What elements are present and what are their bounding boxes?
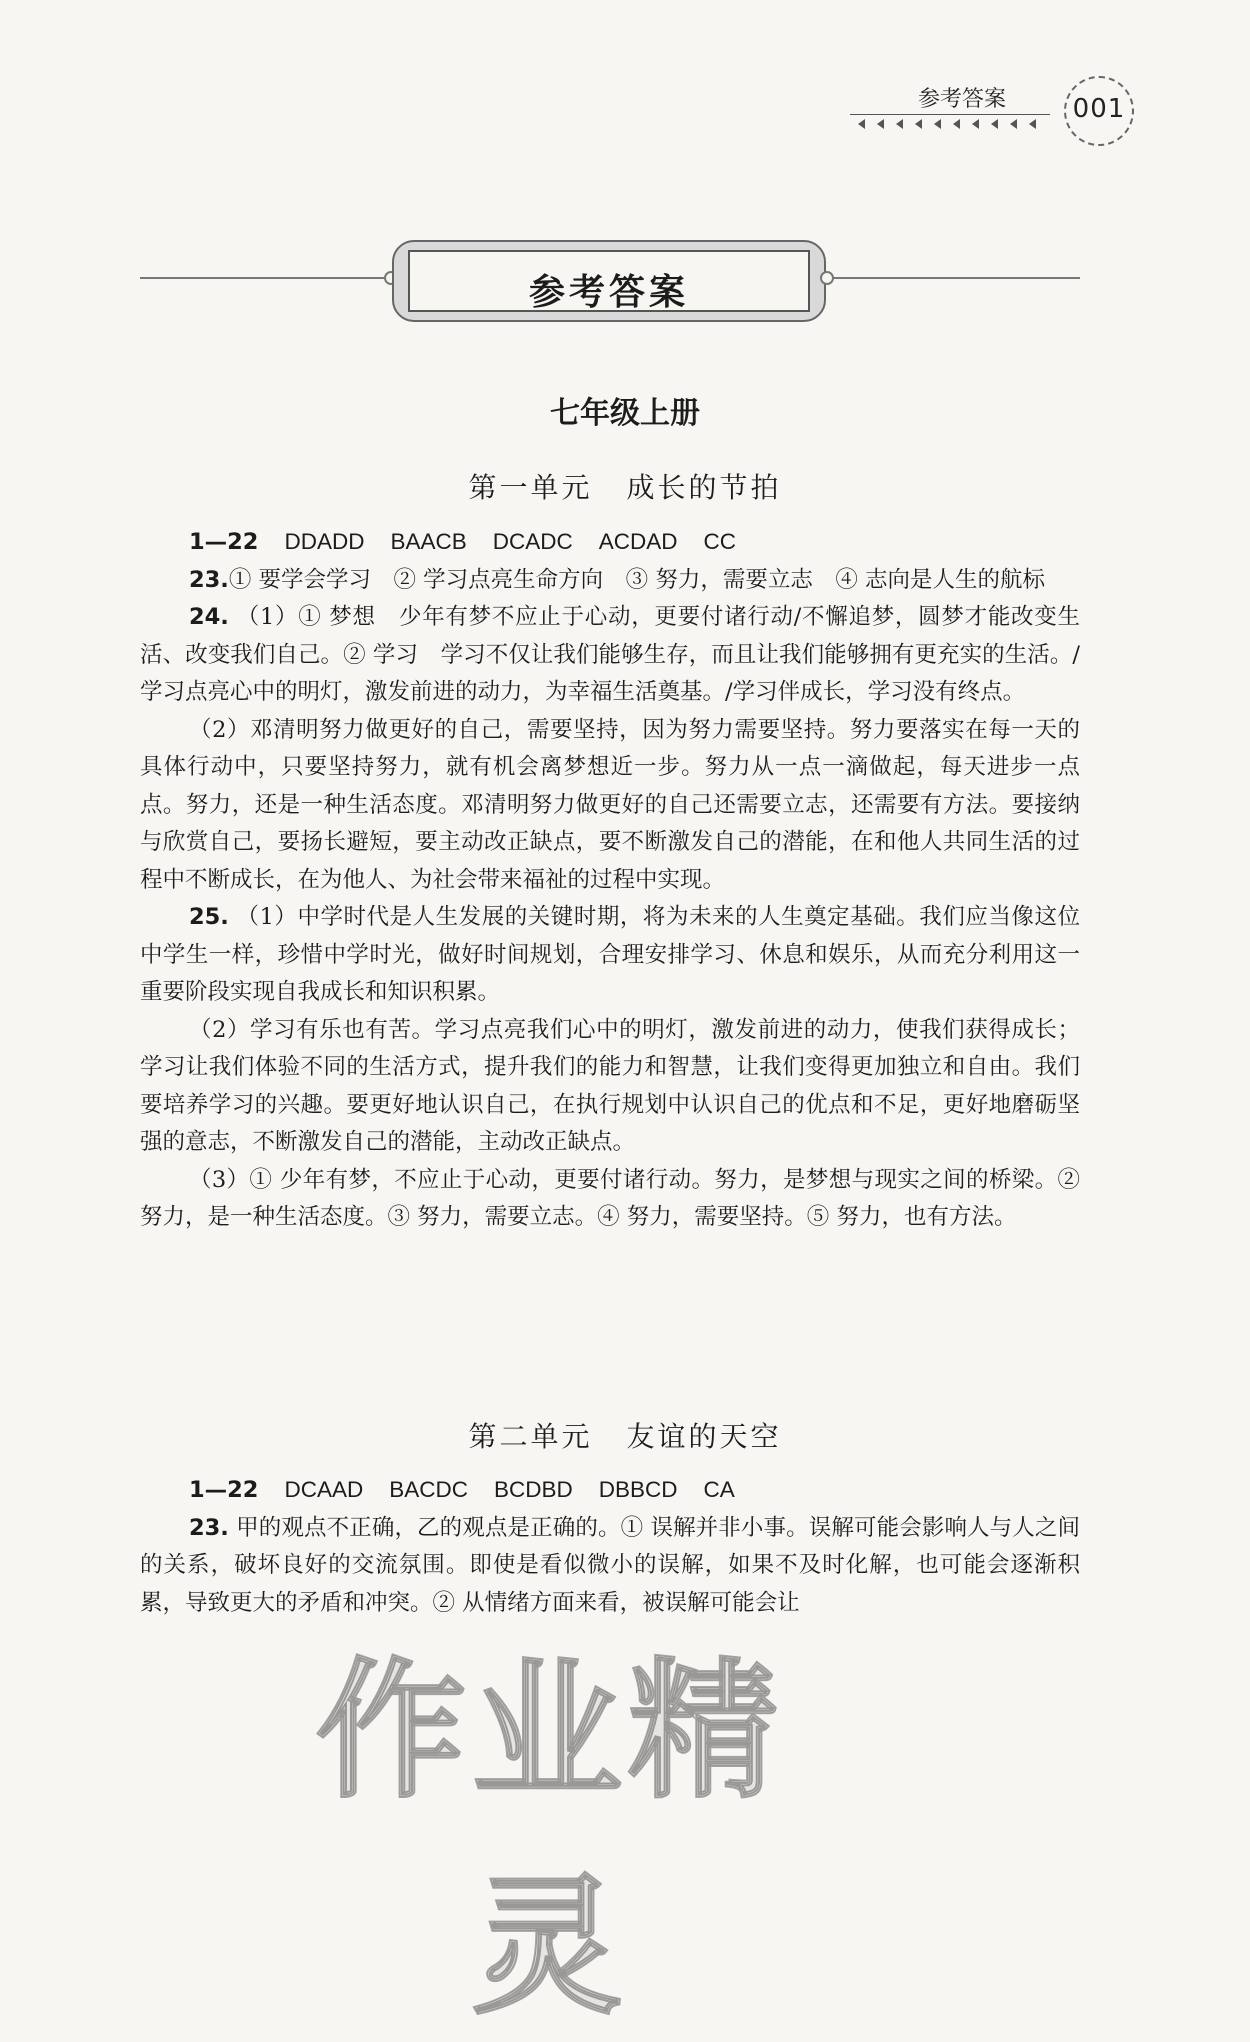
unit-number: 第二单元 <box>468 1420 593 1453</box>
answer-paragraph <box>140 1510 1080 1623</box>
unit-title <box>0 1415 1250 1455</box>
unit-name: 友谊的天空 <box>626 1420 782 1453</box>
page-number: 001 <box>1072 94 1126 124</box>
unit-content <box>140 523 1080 1237</box>
banner-plate <box>408 250 810 312</box>
answer-group: DBBCD <box>598 1477 678 1502</box>
answer-text: ① 要学会学习 ② 学习点亮生命方向 ③ 努力，需要立志 ④ 志向是人生的航标 <box>228 566 1045 593</box>
answer-group: BACDC <box>389 1477 468 1502</box>
answer-text: （2）邓清明努力做更好的自己，需要坚持，因为努力需要坚持。努力要落实在每一天的具体行动中，只要坚持努力，就有机会离梦想近一步。努力从一点一滴做起，每天进步一点点。努力，还是一种生活态度。邓清明努力做更好的自己还需要立志，还需要有方法。要接纳与欣赏自己，要扬长避短，要主动改正缺点，要不断激发自己的潜能，在和他人共同生活的过程中不断成长，在为他人、为社会带来福祉的过程中实现。 <box>140 716 1080 893</box>
answer-paragraph <box>140 1012 1080 1162</box>
banner-frame <box>392 240 826 322</box>
book-title: 七年级上册 <box>550 396 700 431</box>
answer-paragraph <box>140 712 1080 900</box>
choice-answers <box>140 1471 1080 1510</box>
unit-number: 第一单元 <box>468 471 593 504</box>
answer-group: DCAAD <box>284 1477 364 1502</box>
answer-paragraph <box>140 599 1080 712</box>
answer-text: （2）学习有乐也有苦。学习点亮我们心中的明灯，激发前进的动力，使我们获得成长；学习让我们体验不同的生活方式，提升我们的能力和智慧，让我们变得更加独立和自由。我们要培养学习的兴趣。要更好地认识自己，在执行规划中认识自己的优点和不足，更好地磨砺坚强的意志，不断激发自己的潜能，主动改正缺点。 <box>140 1016 1080 1155</box>
unit-title <box>0 466 1250 506</box>
answer-group: BCDBD <box>494 1477 573 1502</box>
answer-group: CA <box>703 1477 735 1502</box>
unit-content <box>140 1471 1080 1622</box>
answer-paragraph <box>140 899 1080 1012</box>
answer-group: DDADD <box>284 529 365 554</box>
answer-group: DCADC <box>492 529 573 554</box>
unit-name: 成长的节拍 <box>626 471 782 504</box>
header-arrow-ornament <box>858 118 1048 130</box>
answer-text: 甲的观点不正确，乙的观点是正确的。① 误解并非小事。误解可能会影响人与人之间的关系，破坏良好的交流氛围。即使是看似微小的误解，如果不及时化解，也可能会逐渐积累，导致更大的矛盾和冲突。② 从情绪方面来看，被误解可能会让 <box>140 1514 1081 1616</box>
watermark: 作业精灵 <box>315 1645 784 2035</box>
answer-group: CC <box>703 529 737 554</box>
answer-text: （1）中学时代是人生发展的关键时期，将为未来的人生奠定基础。我们应当像这位中学生一样，珍惜中学时光，做好时间规划，合理安排学习、休息和娱乐，从而充分利用这一重要阶段实现自我成长和知识积累。 <box>140 904 1080 1005</box>
answer-paragraph <box>140 562 1080 600</box>
header-section-title: 参考答案 <box>918 87 1007 112</box>
banner-rule-left <box>140 277 390 279</box>
answer-group: ACDAD <box>598 529 678 554</box>
choice-answers <box>140 523 1080 562</box>
answer-range: 1—22 <box>189 1477 259 1503</box>
answer-range: 1—22 <box>189 529 259 555</box>
question-number: 23. <box>189 1514 229 1541</box>
page-number-badge <box>1064 76 1134 146</box>
answer-text: （1）① 梦想 少年有梦不应止于心动，更要付诸行动/不懈追梦，圆梦才能改变生活、改变我们自己。② 学习 学习不仅让我们能够生存，而且让我们能够拥有更充实的生活。/学习点亮心中的明灯，激发前进的动力，为幸福生活奠基。/学习伴成长，学习没有终点。 <box>140 604 1080 705</box>
question-number: 23. <box>189 566 229 593</box>
header-rule <box>850 114 1050 115</box>
banner-rule-right <box>832 277 1080 279</box>
banner-title: 参考答案 <box>528 272 689 313</box>
question-number: 25. <box>189 904 229 930</box>
question-number: 24. <box>189 604 229 630</box>
answer-text: （3）① 少年有梦，不应止于心动，更要付诸行动。努力，是梦想与现实之间的桥梁。② 努力，是一种生活态度。③ 努力，需要立志。④ 努力，需要坚持。⑤ 努力，也有方法。 <box>140 1166 1080 1230</box>
answer-group: BAACB <box>390 529 467 554</box>
answer-paragraph <box>140 1162 1080 1237</box>
